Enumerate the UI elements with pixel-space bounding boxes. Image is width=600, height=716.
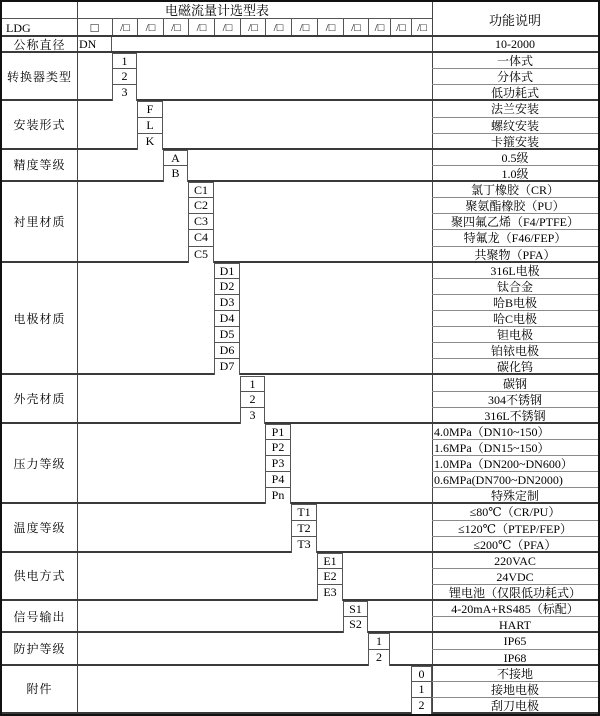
code-lining-C5: C5: [188, 247, 214, 263]
code-electrode-D6: D6: [214, 343, 240, 359]
row-nominal-diameter: [2, 37, 598, 53]
row-label-converter-type: 转换器类型: [6, 69, 72, 84]
code-housing-1: 1: [240, 376, 265, 392]
desc-electrode-2: 哈B电极: [432, 295, 598, 311]
code-power-supply-E3: E3: [317, 585, 343, 601]
group-accessories: [2, 666, 598, 714]
group-electrode: [2, 263, 598, 376]
code-signal-output-S2: S2: [343, 617, 368, 633]
desc-housing-1: 304不锈钢: [432, 392, 598, 408]
desc-lining-3: 特氟龙（F46/FEP）: [432, 230, 598, 246]
group-signal-output: [2, 601, 598, 633]
model-code-slot: /□: [188, 19, 214, 37]
model-code-slot: /□: [343, 19, 368, 37]
desc-temperature-1: ≤120℃（PTEP/FEP）: [432, 521, 598, 537]
model-code-slot: /□: [411, 19, 432, 37]
code-electrode-D4: D4: [214, 311, 240, 327]
desc-pressure-1: 1.6MPa（DN15~150）: [432, 440, 598, 456]
desc-accessories-1: 接地电极: [432, 682, 598, 698]
desc-converter-type-2: 低功耗式: [490, 86, 539, 101]
model-code-box: □: [90, 20, 99, 35]
desc-lining-2: 聚四氟乙烯（F4/PTFE）: [432, 214, 598, 230]
code-pressure-P4: P4: [265, 472, 291, 488]
code-installation-L: L: [137, 118, 163, 134]
desc-power-supply-1: 24VDC: [432, 569, 598, 585]
code-installation-K: K: [137, 134, 163, 150]
model-code-slot: /□: [368, 19, 390, 37]
group-pressure: [2, 424, 598, 505]
desc-lining-0: 氯丁橡胶（CR）: [432, 182, 598, 198]
model-code-slot: /□: [291, 19, 317, 37]
desc-power-supply-0: 220VAC: [432, 553, 598, 569]
code-accessories-1: 1: [411, 682, 432, 698]
row-label-nominal-diameter: 公称直径: [13, 37, 66, 52]
code-accessories-0: 0: [411, 666, 432, 682]
desc-pressure-3: 0.6MPa(DN700~DN2000): [432, 472, 598, 488]
group-protection: [2, 633, 598, 665]
code-power-supply-E1: E1: [317, 553, 343, 569]
desc-installation-0: 法兰安装: [432, 101, 598, 117]
desc-protection-0: IP65: [432, 633, 598, 649]
desc-accessories-2: 刮刀电极: [490, 698, 539, 713]
desc-lining-4: 共聚物（PFA）: [474, 247, 556, 262]
code-electrode-D2: D2: [214, 279, 240, 295]
desc-converter-type-0: 一体式: [432, 53, 598, 69]
code-lining-C2: C2: [188, 198, 214, 214]
model-code-slot: /□: [265, 19, 291, 37]
desc-signal-output-0: 4-20mA+RS485（标配）: [432, 601, 598, 617]
model-code-slot: /□: [163, 19, 188, 37]
desc-protection-1: IP68: [503, 650, 527, 665]
desc-electrode-1: 钛合金: [432, 279, 598, 295]
function-description-header: 功能说明: [488, 13, 541, 28]
group-power-supply: [2, 553, 598, 601]
code-electrode-D1: D1: [214, 263, 240, 279]
code-accessories-2: 2: [411, 698, 432, 714]
code-pressure-P1: P1: [265, 424, 291, 440]
desc-temperature-0: ≤80℃（CR/PU）: [432, 504, 598, 520]
row-label-lining: 衬里材质: [13, 214, 66, 229]
row-label-housing: 外壳材质: [13, 392, 66, 407]
desc-electrode-3: 哈C电极: [432, 311, 598, 327]
desc-signal-output-1: HART: [499, 618, 531, 633]
model-code-slot: /□: [240, 19, 265, 37]
desc-installation-2: 卡箍安装: [490, 134, 539, 149]
code-housing-3: 3: [240, 408, 265, 424]
row-label-electrode: 电极材质: [13, 311, 66, 326]
code-power-supply-E2: E2: [317, 569, 343, 585]
code-pressure-P3: P3: [265, 456, 291, 472]
code-protection-1: 1: [368, 633, 390, 649]
model-code-slot: /□: [137, 19, 163, 37]
code-installation-F: F: [137, 101, 163, 117]
row-label-pressure: 压力等级: [13, 456, 66, 471]
code-converter-type-1: 1: [112, 53, 137, 69]
desc-pressure-4: 特殊定制: [490, 489, 539, 504]
desc-accessories-0: 不接地: [432, 666, 598, 682]
row-label-accuracy: 精度等级: [13, 158, 66, 173]
row-label-protection: 防护等级: [13, 642, 66, 656]
row-label-signal-output: 信号输出: [13, 609, 66, 624]
code-converter-type-3: 3: [112, 85, 137, 101]
code-temperature-T3: T3: [291, 537, 317, 553]
model-code-slot: /□: [214, 19, 240, 37]
code-temperature-T1: T1: [291, 504, 317, 520]
code-lining-C1: C1: [188, 182, 214, 198]
model-prefix: LDG: [6, 21, 31, 35]
desc-pressure-2: 1.0MPa（DN200~DN600）: [432, 456, 598, 472]
row-label-installation: 安装形式: [13, 118, 66, 133]
desc-accuracy-1: 1.0级: [501, 166, 529, 181]
table-title: 电磁流量计选型表: [2, 2, 432, 19]
desc-housing-0: 碳钢: [432, 376, 598, 392]
row-label-accessories: 附件: [26, 682, 53, 697]
group-accuracy: [2, 150, 598, 182]
code-converter-type-2: 2: [112, 69, 137, 85]
desc-nominal-diameter: 10-2000: [495, 37, 535, 51]
desc-pressure-0: 4.0MPa（DN10~150）: [432, 424, 598, 440]
code-electrode-D3: D3: [214, 295, 240, 311]
code-temperature-T2: T2: [291, 521, 317, 537]
group-temperature: [2, 504, 598, 552]
group-installation: [2, 101, 598, 149]
code-pressure-P2: P2: [265, 440, 291, 456]
code-lining-C3: C3: [188, 214, 214, 230]
row-label-temperature: 温度等级: [13, 521, 66, 536]
desc-power-supply-2: 锂电池（仅限低功耗式）: [448, 586, 581, 601]
group-housing: [2, 376, 598, 424]
desc-electrode-5: 铂铱电极: [432, 343, 598, 359]
desc-converter-type-1: 分体式: [432, 69, 598, 85]
code-signal-output-S1: S1: [343, 601, 368, 617]
code-dn: DN: [77, 37, 112, 51]
code-protection-2: 2: [368, 650, 390, 666]
code-accuracy-A: A: [163, 150, 188, 166]
desc-electrode-0: 316L电极: [432, 263, 598, 279]
desc-housing-2: 316L不锈钢: [484, 408, 546, 423]
code-electrode-D7: D7: [214, 359, 240, 375]
desc-electrode-6: 碳化钨: [496, 360, 533, 375]
group-lining: [2, 182, 598, 263]
code-accuracy-B: B: [163, 166, 188, 182]
row-label-power-supply: 供电方式: [13, 569, 66, 584]
code-housing-2: 2: [240, 392, 265, 408]
desc-accuracy-0: 0.5级: [432, 150, 598, 166]
code-pressure-Pn: Pn: [265, 488, 291, 504]
model-code-slot: /□: [390, 19, 411, 37]
desc-lining-1: 聚氨酯橡胶（PU）: [432, 198, 598, 214]
desc-temperature-2: ≤200℃（PFA）: [473, 537, 557, 552]
model-code-slot: /□: [317, 19, 343, 37]
desc-electrode-4: 钽电极: [432, 327, 598, 343]
desc-installation-1: 螺纹安装: [432, 118, 598, 134]
model-code-slot: /□: [112, 19, 137, 37]
code-electrode-D5: D5: [214, 327, 240, 343]
code-lining-C4: C4: [188, 230, 214, 246]
group-converter-type: [2, 53, 598, 101]
